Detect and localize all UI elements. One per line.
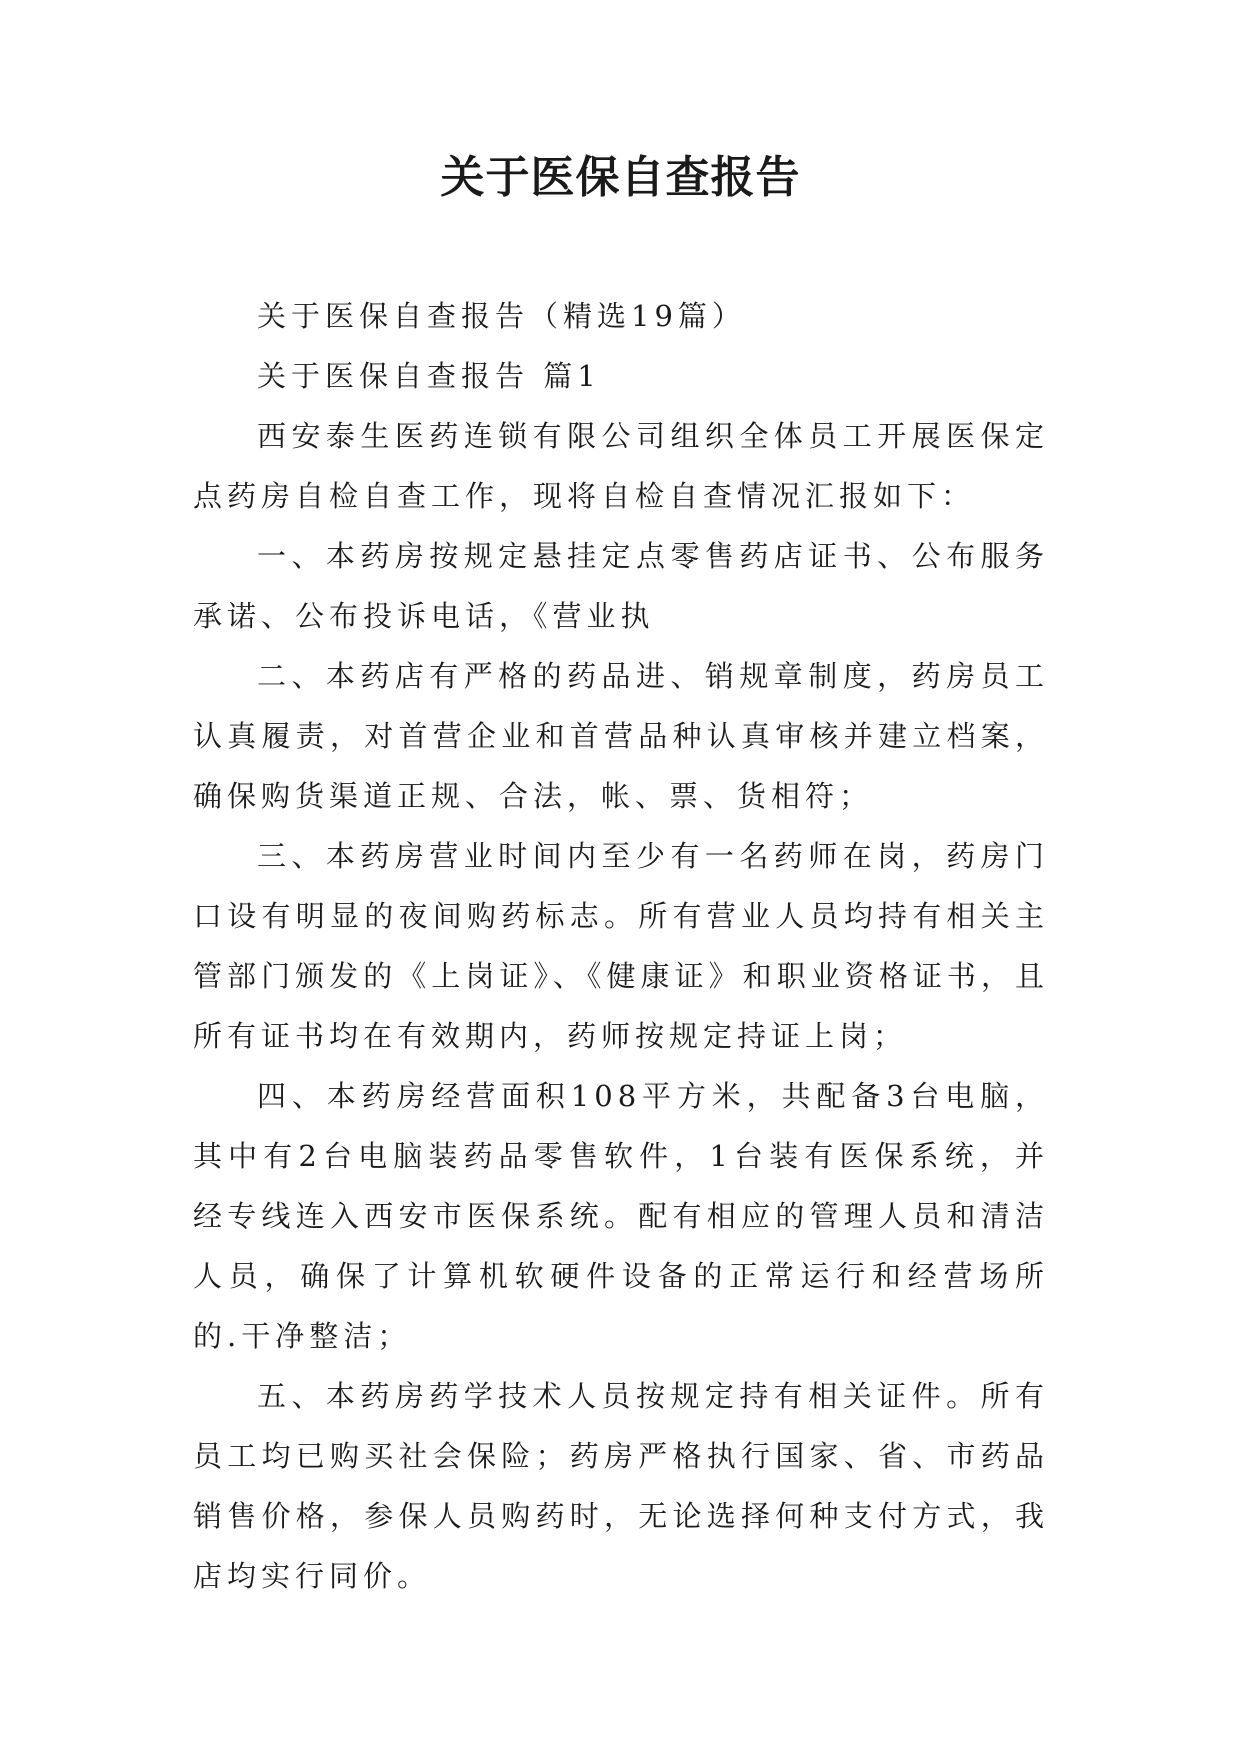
paragraph: 五、本药房药学技术人员按规定持有相关证件。所有员工均已购买社会保险；药房严格执行国家、省、市药品销售价格，参保人员购药时，无论选择何种支付方式，我店均实行同价。 xyxy=(193,1379,1049,1593)
section-heading: 关于医保自查报告 篇1 xyxy=(257,359,601,393)
document-body xyxy=(193,286,1049,1606)
page-title: 关于医保自查报告 xyxy=(440,152,801,203)
paragraph: 西安泰生医药连锁有限公司组织全体员工开展医保定点药房自检自查工作，现将自检自查情况汇报如下： xyxy=(193,419,1049,513)
subtitle-line: 关于医保自查报告（精选19篇） xyxy=(257,299,746,333)
paragraph: 二、本药店有严格的药品进、销规章制度，药房员工认真履责，对首营企业和首营品种认真审核并建立档案，确保购货渠道正规、合法，帐、票、货相符； xyxy=(193,659,1049,813)
paragraph: 三、本药房营业时间内至少有一名药师在岗，药房门口设有明显的夜间购药标志。所有营业人员均持有相关主管部门颁发的《上岗证》、《健康证》和职业资格证书，且所有证书均在有效期内，药师按规定持证上岗； xyxy=(193,839,1049,1053)
paragraph: 一、本药房按规定悬挂定点零售药店证书、公布服务承诺、公布投诉电话，《营业执 xyxy=(193,539,1049,633)
paragraph: 四、本药房经营面积108平方米，共配备3台电脑，其中有2台电脑装药品零售软件，1台装有医保系统，并经专线连入西安市医保系统。配有相应的管理人员和清洁人员，确保了计算机软硬件设备的正常运行和经营场所的.干净整洁； xyxy=(193,1079,1049,1353)
